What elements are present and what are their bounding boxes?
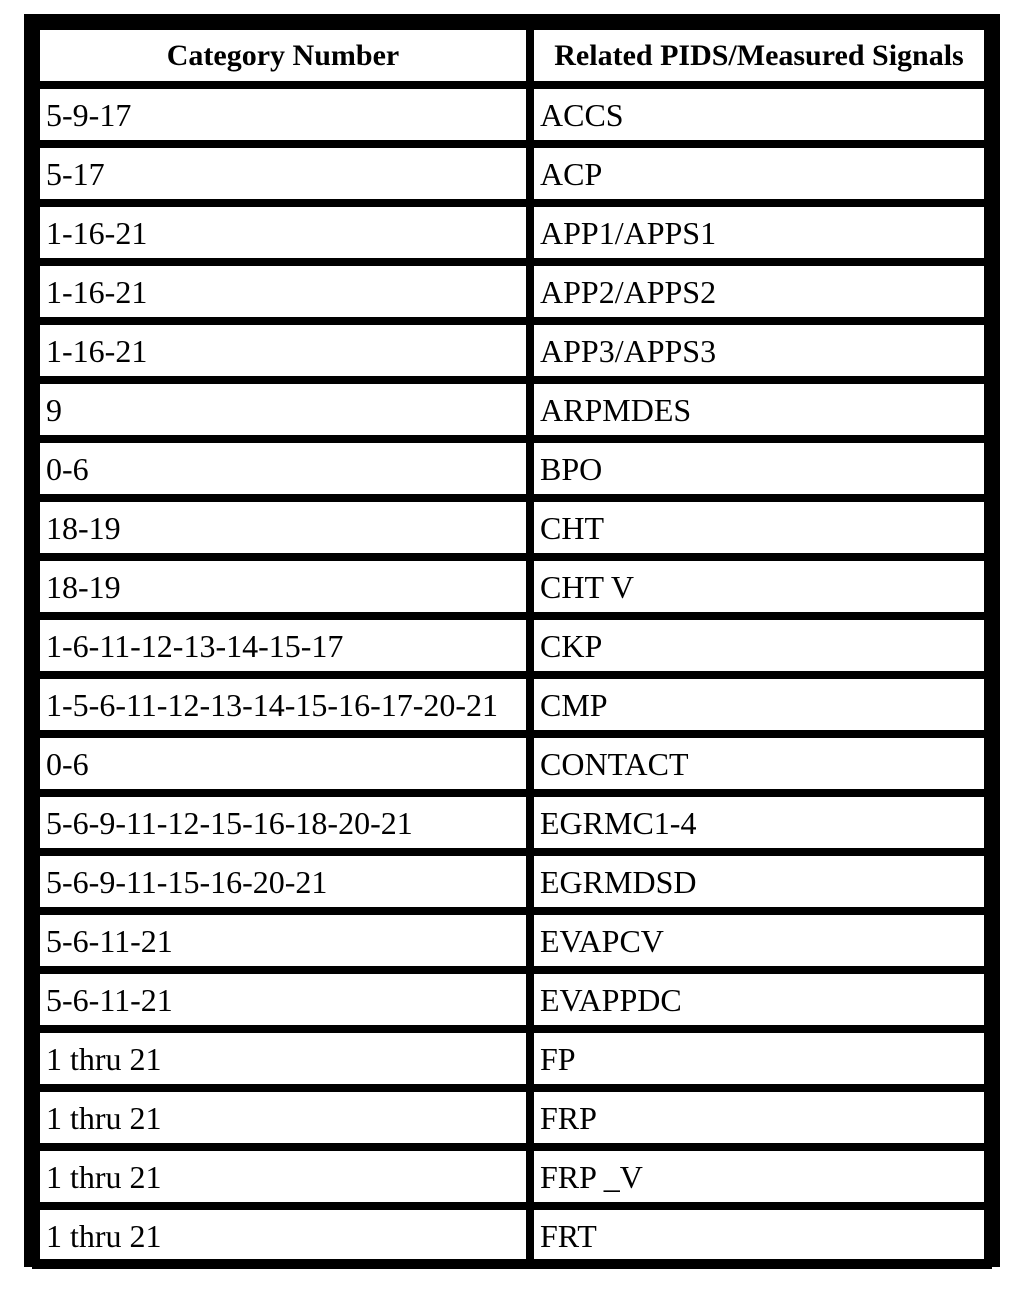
category-number-cell: 5-6-11-21	[36, 970, 530, 1029]
signal-cell: EGRMC1-4	[530, 793, 988, 852]
category-number-cell: 18-19	[36, 557, 530, 616]
category-number-cell: 1-16-21	[36, 203, 530, 262]
table-row	[36, 793, 988, 852]
signal-cell: FRT	[530, 1206, 988, 1265]
table-row	[36, 911, 988, 970]
signal-cell: EVAPCV	[530, 911, 988, 970]
signal-cell: BPO	[530, 439, 988, 498]
header-row	[36, 26, 988, 85]
category-number-cell: 5-9-17	[36, 85, 530, 144]
signal-cell: CKP	[530, 616, 988, 675]
signal-cell: EGRMDSD	[530, 852, 988, 911]
table-row	[36, 380, 988, 439]
header-category-number: Category Number	[36, 26, 530, 85]
category-number-cell: 0-6	[36, 734, 530, 793]
table-row	[36, 85, 988, 144]
signal-cell: FRP _V	[530, 1147, 988, 1206]
category-number-cell: 1-16-21	[36, 321, 530, 380]
category-number-cell: 1-5-6-11-12-13-14-15-16-17-20-21	[36, 675, 530, 734]
signals-table	[24, 14, 1000, 1267]
signal-cell: APP3/APPS3	[530, 321, 988, 380]
category-number-cell: 5-6-9-11-15-16-20-21	[36, 852, 530, 911]
category-number-cell: 5-6-11-21	[36, 911, 530, 970]
signal-cell: CHT	[530, 498, 988, 557]
signal-cell: APP2/APPS2	[530, 262, 988, 321]
table-body	[36, 85, 988, 1265]
table-row	[36, 321, 988, 380]
category-number-cell: 1 thru 21	[36, 1088, 530, 1147]
category-signal-table	[32, 22, 992, 1269]
table-row	[36, 970, 988, 1029]
table-row	[36, 203, 988, 262]
table-row	[36, 1029, 988, 1088]
table-row	[36, 144, 988, 203]
category-number-cell: 9	[36, 380, 530, 439]
signal-cell: FRP	[530, 1088, 988, 1147]
signal-cell: ACCS	[530, 85, 988, 144]
category-number-cell: 5-6-9-11-12-15-16-18-20-21	[36, 793, 530, 852]
table-row	[36, 852, 988, 911]
table-row	[36, 734, 988, 793]
table-row	[36, 675, 988, 734]
table-row	[36, 1088, 988, 1147]
table-row	[36, 557, 988, 616]
category-number-cell: 1 thru 21	[36, 1029, 530, 1088]
table-row	[36, 498, 988, 557]
table-row	[36, 262, 988, 321]
signal-cell: APP1/APPS1	[530, 203, 988, 262]
table-row	[36, 616, 988, 675]
signal-cell: ARPMDES	[530, 380, 988, 439]
table-row	[36, 1206, 988, 1265]
table-row	[36, 1147, 988, 1206]
table-row	[36, 439, 988, 498]
category-number-cell: 1 thru 21	[36, 1206, 530, 1265]
signal-cell: ACP	[530, 144, 988, 203]
category-number-cell: 1 thru 21	[36, 1147, 530, 1206]
signal-cell: CHT V	[530, 557, 988, 616]
category-number-cell: 5-17	[36, 144, 530, 203]
signal-cell: CMP	[530, 675, 988, 734]
category-number-cell: 18-19	[36, 498, 530, 557]
header-related-pids: Related PIDS/Measured Signals	[530, 26, 988, 85]
signal-cell: EVAPPDC	[530, 970, 988, 1029]
category-number-cell: 1-16-21	[36, 262, 530, 321]
category-number-cell: 0-6	[36, 439, 530, 498]
signal-cell: CONTACT	[530, 734, 988, 793]
category-number-cell: 1-6-11-12-13-14-15-17	[36, 616, 530, 675]
signal-cell: FP	[530, 1029, 988, 1088]
